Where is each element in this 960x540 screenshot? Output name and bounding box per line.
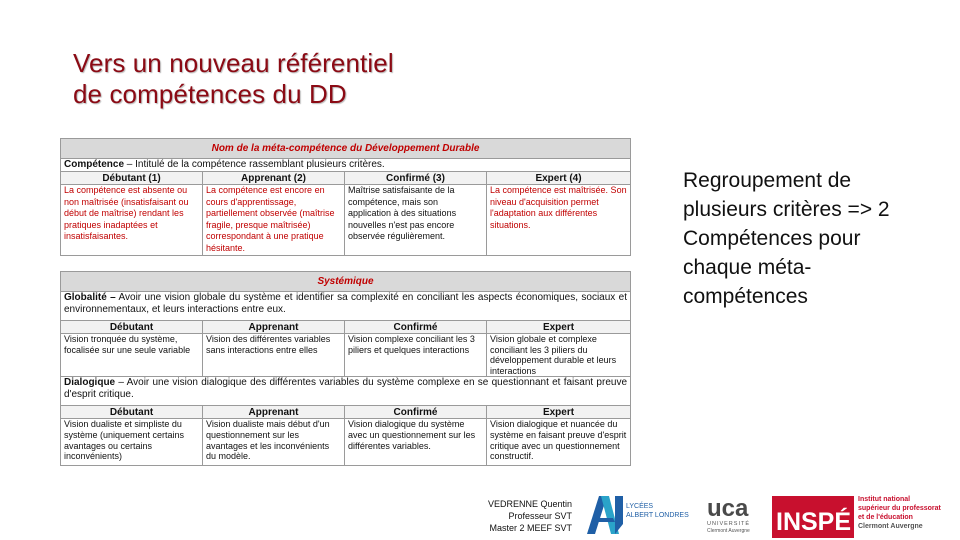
author-block: [470, 498, 572, 534]
globalite-level-3: Confirmé: [345, 321, 487, 334]
globalite-level-4: Expert: [487, 321, 631, 334]
inspe-line-4: Clermont Auvergne: [858, 523, 923, 530]
competence-template-table: [60, 138, 631, 256]
competence-text: – Intitulé de la compétence rassemblant plusieurs critères.: [124, 159, 385, 170]
globalite-row: [61, 292, 631, 321]
globalite-label: Globalité –: [64, 292, 116, 303]
uca-logo: [705, 492, 767, 536]
inspe-line-1: Institut national: [858, 496, 911, 503]
table1-level-3: Confirmé (3): [345, 172, 487, 185]
au-logo-crossbar: [593, 518, 615, 522]
lycees-albert-londres-logo: [585, 492, 693, 536]
table1-desc-2: La compétence est encore en cours d'apprentissage, partiellement observée (maîtrise fragile, presque maîtrisée) correspondant à une pratique hésitante.: [203, 185, 345, 256]
table1-level-2: Apprenant (2): [203, 172, 345, 185]
table1-desc-1: La compétence est absente ou non maîtrisée (insatisfaisant ou début de maîtrise) rendant les pratiques inadaptées et insatisfaisantes.: [61, 185, 203, 256]
au-logo-text-2: ALBERT LONDRES: [626, 512, 689, 519]
dialogique-level-1: Débutant: [61, 406, 203, 419]
table1-level-4: Expert (4): [487, 172, 631, 185]
dialogique-text: – Avoir une vision dialogique des différentes variables du système complexe en se questionnant et faisant preuve d'esprit critique.: [64, 377, 628, 401]
title-line-1: Vers un nouveau référentiel: [73, 48, 394, 78]
dialogique-label: Dialogique: [64, 377, 116, 389]
slide-title: [73, 48, 593, 110]
table1-competence-row: [61, 159, 631, 172]
uca-logo-mark: uca: [707, 495, 749, 522]
dialogique-desc-3: Vision dialogique du système avec un questionnement sur les différentes variables.: [345, 419, 487, 466]
dialogique-row: [61, 377, 631, 406]
globalite-desc-3: Vision complexe conciliant les 3 piliers et quelques interactions: [345, 334, 487, 377]
table2-header: Systémique: [61, 272, 631, 292]
uca-logo-sub-2: Clermont Auvergne: [707, 528, 750, 534]
globalite-text: Avoir une vision globale du système et identifier sa complexité en conciliant les aspects économiques, sociaux et environnementaux, et leurs interactions entre eux.: [64, 292, 628, 315]
competence-label: Compétence: [64, 159, 125, 170]
table1-level-1: Débutant (1): [61, 172, 203, 185]
dialogique-desc-4: Vision dialogique et nuancée du système en faisant preuve d'esprit critique avec un questionnement constructif.: [487, 419, 631, 466]
au-logo-text-1: LYCÉES: [626, 503, 654, 510]
inspe-logo: [772, 492, 960, 538]
globalite-level-2: Apprenant: [203, 321, 345, 334]
inspe-logo-mark: INSPÉ: [776, 508, 852, 536]
author-program: Master 2 MEEF SVT: [489, 523, 572, 533]
dialogique-level-3: Confirmé: [345, 406, 487, 419]
inspe-line-2: supérieur du professorat: [858, 505, 941, 512]
au-logo-bar: [615, 496, 623, 534]
globalite-desc-1: Vision tronquée du système, focalisée sur une seule variable: [61, 334, 203, 377]
globalite-desc-2: Vision des différentes variables sans interactions entre elles: [203, 334, 345, 377]
systemique-table: [60, 271, 631, 466]
title-line-2: de compétences du DD: [73, 79, 347, 109]
side-note: Regroupement de plusieurs critères => 2 Compétences pour chaque méta-compétences: [683, 169, 890, 308]
dialogique-desc-2: Vision dualiste mais début d'un questionnement sur les avantages et les inconvénients du modèle.: [203, 419, 345, 466]
dialogique-level-4: Expert: [487, 406, 631, 419]
table1-desc-3: Maîtrise satisfaisante de la compétence, mais son application à des situations nouvelles n'est pas encore observée régulièrement.: [345, 185, 487, 256]
dialogique-desc-1: Vision dualiste et simpliste du système (uniquement certains avantages ou certains inconvénients): [61, 419, 203, 466]
table1-desc-4: La compétence est maîtrisée. Son niveau d'acquisition permet l'adaptation aux différentes situations.: [487, 185, 631, 256]
author-role: Professeur SVT: [508, 511, 572, 521]
table1-header: Nom de la méta-compétence du Développement Durable: [61, 139, 631, 159]
uca-logo-sub-1: UNIVERSITÉ: [707, 521, 751, 527]
dialogique-level-2: Apprenant: [203, 406, 345, 419]
author-name: VEDRENNE Quentin: [487, 499, 572, 509]
globalite-desc-4: Vision globale et complexe conciliant les 3 piliers du développement durable et leurs interactions: [487, 334, 631, 377]
inspe-line-3: et de l'éducation: [858, 514, 913, 521]
globalite-level-1: Débutant: [61, 321, 203, 334]
